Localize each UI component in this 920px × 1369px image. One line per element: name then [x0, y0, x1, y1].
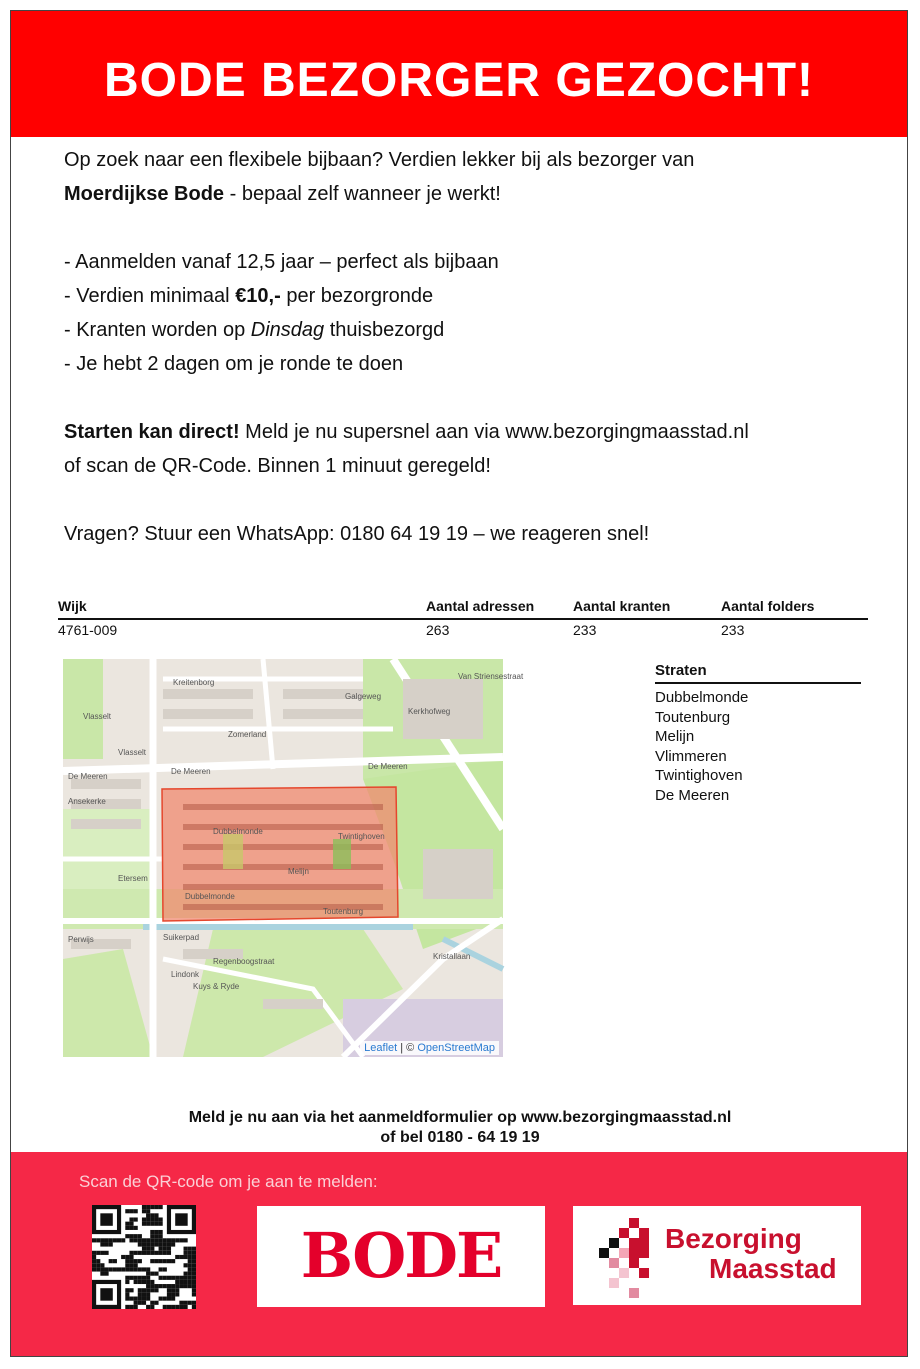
map-label: Lindonk — [171, 970, 200, 979]
intro-text — [64, 143, 864, 551]
question-line: Vragen? Stuur een WhatsApp: 0180 64 19 19 – we reageren snel! — [64, 523, 650, 545]
bullet-day — [64, 313, 864, 347]
bullet-day-c: thuisbezorgd — [324, 319, 445, 341]
col-folders: Aantal folders — [721, 598, 815, 614]
cta-line-2: of bel 0180 - 64 19 19 — [380, 1129, 540, 1146]
map-label: Ansekerke — [68, 797, 106, 806]
map-label: Dubbelmonde — [185, 892, 235, 901]
street-list — [655, 662, 861, 805]
bullet-pay-a: - Verdien minimaal — [64, 285, 236, 307]
map-attribution — [360, 1041, 499, 1055]
bm-line-1: Bezorging — [665, 1223, 802, 1254]
bm-line-2: Maasstad — [709, 1253, 837, 1284]
district-table — [58, 596, 868, 642]
osm-link[interactable]: OpenStreetMap — [417, 1042, 495, 1054]
bullet-pay-c: per bezorgronde — [280, 285, 434, 307]
start-bold: Starten kan direct! — [64, 421, 240, 443]
bode-logo-text: BODE — [300, 1219, 502, 1292]
delivery-area-map[interactable] — [63, 659, 524, 1057]
cell-wijk: 4761-009 — [58, 622, 118, 638]
table-header — [58, 596, 868, 620]
brand-name: Moerdijkse Bode — [64, 183, 225, 205]
map-label: Melijn — [288, 867, 309, 876]
map-label: Kerkhofweg — [408, 707, 451, 716]
street-item: De Meeren — [655, 786, 730, 804]
map-label: Kreitenborg — [173, 678, 215, 687]
col-wijk: Wijk — [58, 598, 87, 614]
header-banner — [11, 11, 907, 137]
qr-code[interactable] — [92, 1205, 196, 1309]
map-label: De Meeren — [368, 762, 408, 771]
map-label: Vlasselt — [118, 748, 147, 757]
cell-folders: 233 — [721, 622, 745, 638]
bullet-day-day: Dinsdag — [250, 319, 325, 341]
bullet-day-a: - Kranten worden op — [64, 319, 251, 341]
bullet-pay — [64, 279, 864, 313]
street-item: Dubbelmonde — [655, 689, 749, 706]
street-list-header: Straten — [655, 662, 861, 684]
map-label: Dubbelmonde — [213, 827, 263, 836]
table-row — [58, 620, 868, 642]
bullet-age: - Aanmelden vanaf 12,5 jaar – perfect als bijbaan — [64, 251, 499, 273]
map-label: De Meeren — [171, 767, 211, 776]
bezorging-maasstad-logo — [573, 1206, 861, 1305]
street-item: Melijn — [655, 728, 695, 745]
map-label: Perwijs — [68, 935, 94, 944]
bode-logo — [257, 1206, 545, 1307]
map-label: Twintighoven — [338, 832, 385, 841]
start-rest: Meld je nu supersnel aan via www.bezorgingmaasstad.nl — [239, 421, 749, 443]
attribution-separator: | © — [397, 1042, 418, 1054]
start-line-2: of scan de QR-Code. Binnen 1 minuut geregeld! — [64, 455, 491, 477]
street-item: Twintighoven — [655, 767, 743, 784]
cta-line-1: Meld je nu aan via het aanmeldformulier op www.bezorgingmaasstad.nl — [188, 1109, 732, 1126]
page-title: BODE BEZORGER GEZOCHT! — [103, 54, 814, 107]
map-label: Etersem — [118, 874, 148, 883]
cell-kranten: 233 — [573, 622, 597, 638]
col-adressen: Aantal adressen — [426, 598, 535, 614]
map-label: Vlasselt — [83, 712, 112, 721]
scan-instruction: Scan de QR-code om je aan te melden: — [79, 1172, 378, 1191]
call-to-action — [0, 1108, 920, 1148]
col-kranten: Aantal kranten — [573, 598, 671, 614]
map-label: Toutenburg — [323, 907, 364, 916]
map-label: Zomerland — [228, 730, 267, 739]
map-label: Galgeweg — [345, 692, 382, 701]
map-label: Kuys & Ryde — [193, 982, 240, 991]
leaflet-link[interactable]: Leaflet — [364, 1042, 398, 1054]
street-item: Vlimmeren — [655, 747, 727, 765]
intro-line-2 — [64, 177, 864, 211]
bullet-pay-amount: €10,- — [235, 285, 281, 307]
start-line-1 — [64, 415, 864, 449]
cell-adressen: 263 — [426, 622, 450, 638]
map-canvas — [63, 659, 524, 1057]
intro-line-1: Op zoek naar een flexibele bijbaan? Verdien lekker bij als bezorger van — [64, 149, 695, 171]
map-label: De Meeren — [68, 772, 108, 781]
qr-code-graphic — [92, 1205, 196, 1309]
pixel-logo-icon — [585, 1206, 665, 1305]
map-label: Regenboogstraat — [213, 957, 275, 966]
bullet-days: - Je hebt 2 dagen om je ronde te doen — [64, 353, 404, 375]
bm-logo-text — [665, 1224, 837, 1284]
map-label: Kristallaan — [433, 952, 471, 961]
map-label: Suikerpad — [163, 933, 200, 942]
intro-line-2-rest: - bepaal zelf wanneer je werkt! — [224, 183, 501, 205]
map-label: Van Striensestraat — [458, 672, 524, 681]
street-item: Toutenburg — [655, 708, 731, 726]
